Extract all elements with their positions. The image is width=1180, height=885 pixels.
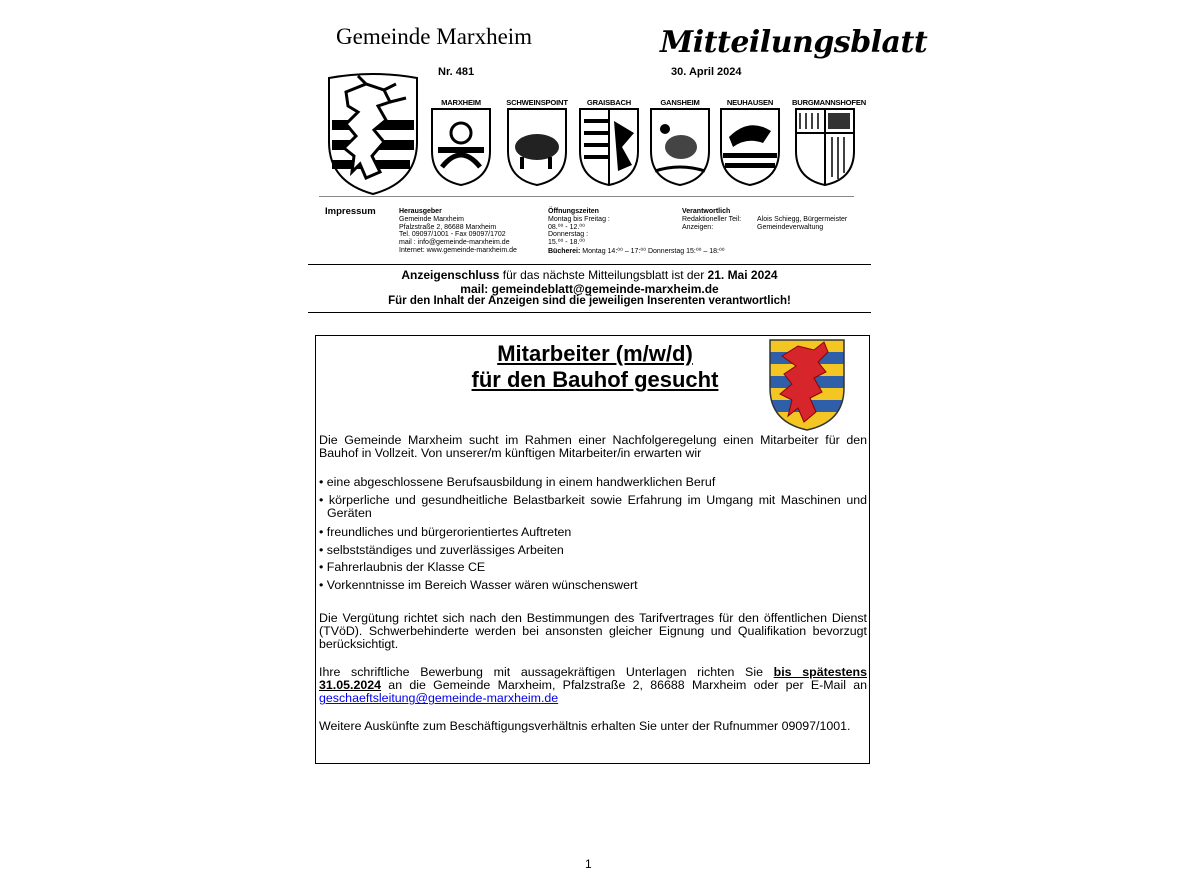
ads-value: Gemeindeverwaltung: [757, 223, 824, 231]
publisher-heading: Herausgeber: [399, 208, 442, 215]
shield-marxheim: MARXHEIM: [430, 98, 492, 192]
responsible-heading: Verantwortlich: [682, 208, 731, 215]
publisher-line: mail : info@gemeinde-marxheim.de: [399, 239, 510, 247]
hours-block: [548, 208, 678, 247]
district-shields: [430, 98, 866, 190]
apply-address: an die Gemeinde Marxheim, Pfalzstraße 2, 86688 Marxheim oder per E-Mail an: [388, 678, 868, 693]
requirement-item: • Fahrerlaubnis der Klasse CE: [319, 560, 486, 574]
boar-shield-icon: [506, 107, 568, 187]
shield-burgmannshofen: BURGMANNSHOFEN: [792, 98, 858, 192]
deadline-divider: [308, 312, 871, 313]
municipality-title: Gemeinde Marxheim: [336, 24, 533, 49]
page-number: 1: [585, 857, 592, 871]
editorial-value: Alois Schiegg, Bürgermeister: [757, 215, 848, 223]
publisher-line: Tel. 09097/1001 - Fax 09097/1702: [399, 231, 506, 239]
library-text: Montag 14:⁰⁰ – 17:⁰⁰ Donnerstag 15:⁰⁰ – 18:⁰⁰: [582, 248, 725, 255]
deadline-line: [308, 268, 871, 282]
hours-line: Montag bis Freitag :: [548, 215, 610, 223]
publisher-block: [399, 208, 544, 255]
shield-graisbach: GRAISBACH: [578, 98, 640, 192]
library-label: Bücherei:: [548, 248, 581, 255]
marxheim-shield-icon: [430, 107, 492, 187]
requirement-item: • eine abgeschlossene Berufsausbildung in einem handwerklichen Beruf: [319, 475, 716, 489]
deadline-label: Anzeigenschluss: [401, 268, 500, 282]
issue-date: 30. April 2024: [671, 66, 742, 78]
issue-number: Nr. 481: [438, 66, 475, 78]
responsible-block: [682, 208, 862, 231]
requirement-item: • körperliche und gesundheitliche Belastbarkeit sowie Erfahrung im Umgang mit Maschinen und Geräten: [319, 493, 867, 521]
publisher-line: Pfalzstraße 2, 86688 Marxheim: [399, 223, 497, 231]
requirement-item: • freundliches und bürgerorientiertes Auftreten: [319, 525, 572, 539]
ads-label: Anzeigen:: [682, 223, 714, 231]
shield-neuhausen: NEUHAUSEN: [718, 98, 782, 192]
publisher-line: Gemeinde Marxheim: [399, 215, 464, 223]
ad-application: [319, 666, 867, 706]
impressum-divider: [308, 264, 871, 265]
checkered-shield-icon: [794, 107, 856, 187]
hours-line: 08.⁰⁰ - 12.⁰⁰: [548, 223, 585, 231]
requirement-item: • selbstständiges und zuverlässiges Arbeiten: [319, 543, 564, 557]
apply-text: Ihre schriftliche Bewerbung mit aussagekräftigen Unterlagen richten Sie: [319, 665, 763, 679]
shield-schweinspoint: SCHWEINSPOINT: [505, 98, 569, 192]
marxheim-big-coat-of-arms-icon: [326, 72, 420, 196]
hours-line: 15.⁰⁰ - 18.⁰⁰: [548, 239, 585, 247]
deadline-date: 21. Mai 2024: [707, 268, 778, 282]
coat-of-arms-icon: [768, 338, 846, 432]
ad-salary: Die Vergütung richtet sich nach den Bestimmungen des Tarifvertrages für den öffentlichen Dienst (TVöD). Schwerbehinderte werden bei ansonsten gleicher Eignung und Qualifikation bevorzugt berücksichtigt.: [319, 611, 867, 652]
hours-line: Donnerstag :: [548, 231, 589, 239]
ad-title-line2: für den Bauhof gesucht: [471, 367, 719, 392]
publisher-line: Internet: www.gemeinde-marxheim.de: [399, 246, 517, 254]
ad-intro: Die Gemeinde Marxheim sucht im Rahmen einer Nachfolgeregelung einen Mitarbeiter für den Bauhof in Vollzeit. Von unserer/m künftigen Mitarbeiter/in erwarten wir: [319, 433, 867, 461]
library-hours: [548, 248, 808, 256]
eagle-shield-icon: [578, 107, 640, 187]
lion-shield-icon: [719, 107, 781, 187]
ad-contact: Weitere Auskünfte zum Beschäftigungsverhältnis erhalten Sie unter der Rufnummer 09097/1001.: [319, 719, 851, 733]
requirement-item: • Vorkenntnisse im Bereich Wasser wären wünschenswert: [319, 578, 638, 592]
bulletin-title: Mitteilungsblatt: [660, 25, 928, 60]
goose-shield-icon: [649, 107, 711, 187]
application-email-link[interactable]: geschaeftsleitung@gemeinde-marxheim.de: [319, 691, 559, 706]
header-divider: [319, 196, 854, 197]
deadline-disclaimer: Für den Inhalt der Anzeigen sind die jeweiligen Inserenten verantwortlich!: [388, 295, 791, 307]
ad-title-line1: Mitarbeiter (m/w/d): [497, 341, 693, 366]
hours-heading: Öffnungszeiten: [548, 208, 599, 215]
deadline-mail: mail: gemeindeblatt@gemeinde-marxheim.de: [460, 282, 719, 296]
editorial-label: Redaktioneller Teil:: [682, 215, 742, 223]
deadline-text: für das nächste Mitteilungsblatt ist der: [502, 268, 705, 282]
apply-deadline: bis spätestens 31.05.2024: [319, 665, 867, 693]
impressum-title: Impressum: [325, 206, 376, 217]
shield-gansheim: GANSHEIM: [649, 98, 711, 192]
